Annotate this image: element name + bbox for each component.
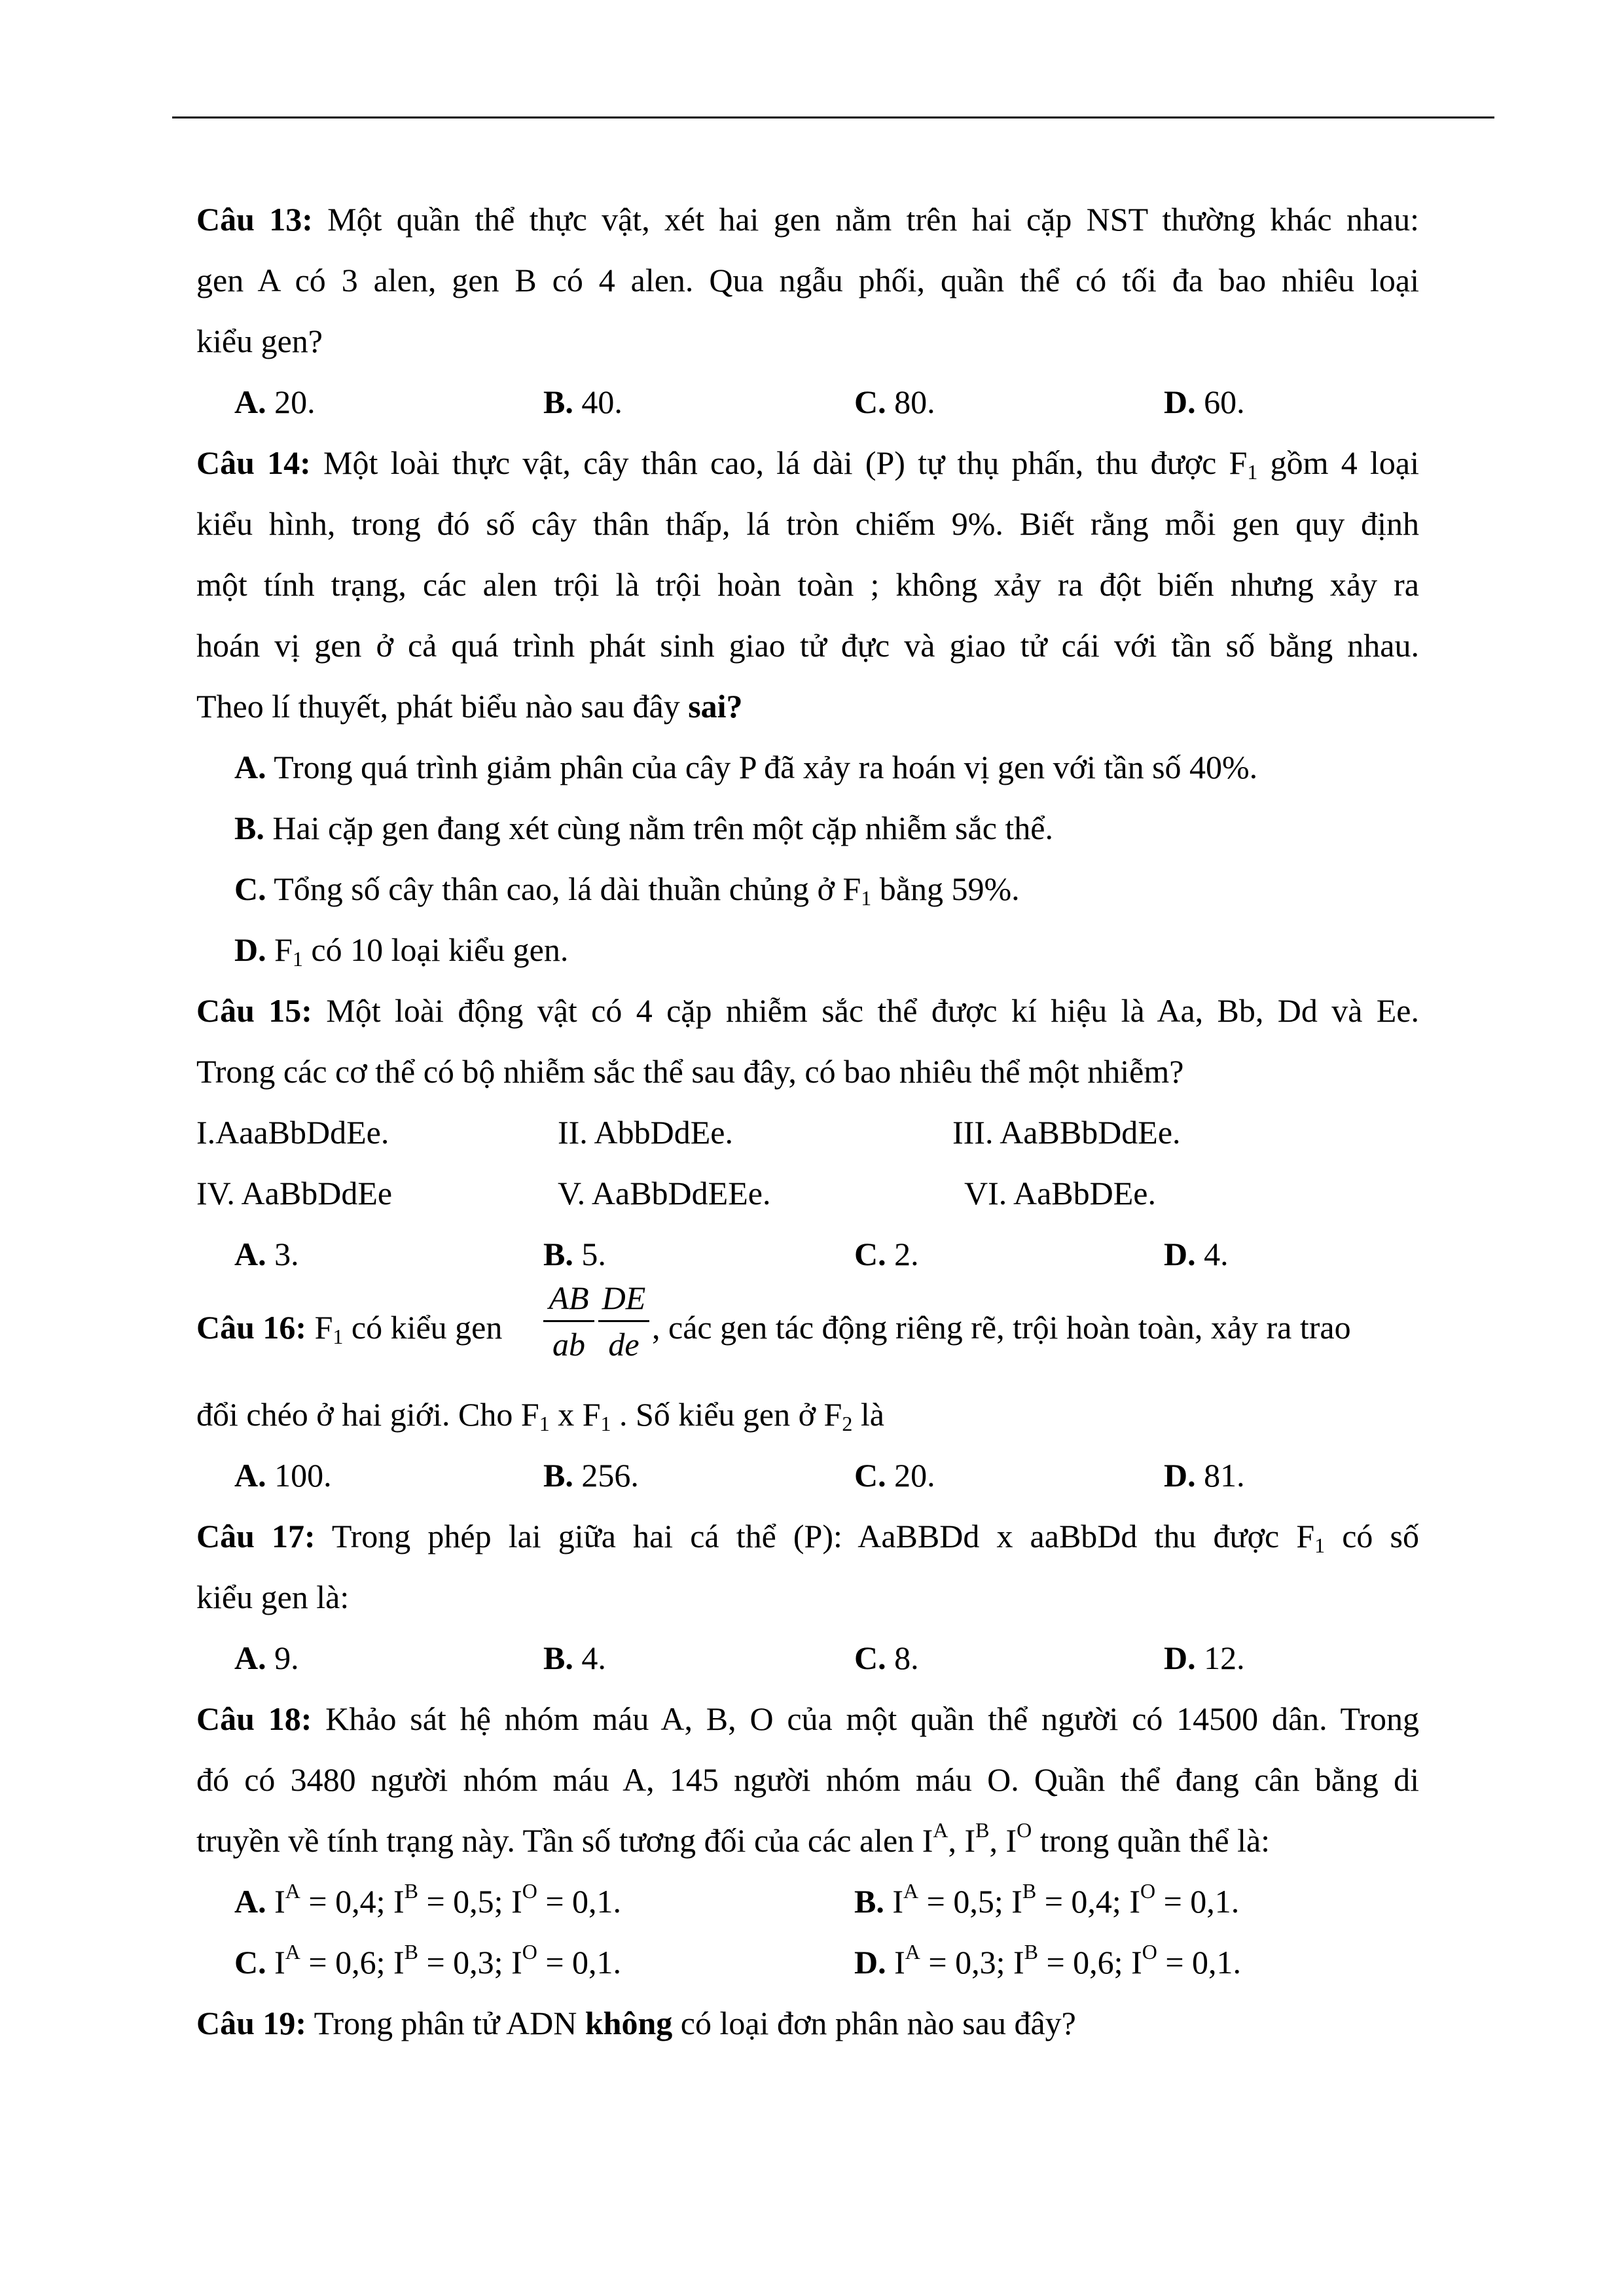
q13-option-b: B. 40. <box>543 384 623 420</box>
q15-item-1: I.AaaBbDdEe. <box>196 1114 389 1151</box>
q15-option-c: C. 2. <box>854 1236 919 1272</box>
genotype-fraction-ab <box>543 1278 594 1364</box>
q19-label: Câu 19: <box>196 2005 307 2041</box>
q18-line-3: truyền về tính trạng này. Tần số tương đối của các alen $I^A$, $I^B$, $I^O$ trong quần thể là: <box>196 1818 1271 1859</box>
q18-option-d: D. $I^A = 0,3$; $I^B = 0,6$; $I^O = 0,1$. <box>854 1940 1242 1981</box>
q17-option-d: D. 12. <box>1164 1640 1245 1676</box>
q18-label: Câu 18: <box>196 1700 312 1737</box>
fraction-denominator: ab <box>552 1326 585 1363</box>
q17-option-b: B. 4. <box>543 1640 606 1676</box>
q14-emphasis: sai? <box>688 688 743 725</box>
q15-option-a: A. 3. <box>234 1236 299 1272</box>
q14-line-1: Câu 14: Một loài thực vật, cây thân cao, lá dài (P) tự thụ phấn, thu được $F_1$ gồm 4 loại <box>196 444 1419 484</box>
q15-item-3: III. AaBBbDdEe. <box>952 1114 1181 1151</box>
q16-line-1-left: Câu 16: $F_1$ có kiểu gen <box>196 1309 503 1348</box>
q16-line-2: đổi chéo ở hai giới. Cho $F_1$ x $F_1$ . Số kiểu gen ở $F_2$ là <box>196 1396 884 1435</box>
q16-option-c: C. 20. <box>854 1457 935 1494</box>
q18-line-2: đó có 3480 người nhóm máu A, 145 người nhóm máu O. Quần thể đang cân bằng di <box>196 1761 1419 1798</box>
fraction-numerator: DE <box>602 1280 646 1316</box>
q13-option-c: C. 80. <box>854 384 935 420</box>
q16-option-d: D. 81. <box>1164 1457 1245 1494</box>
q17-line-1: Câu 17: Trong phép lai giữa hai cá thể (P): AaBBDd x aaBbDd thu được $F_1$ có số <box>196 1518 1419 1557</box>
q19-line-1: Câu 19: Trong phân tử ADN không có loại đơn phân nào sau đây? <box>196 2005 1076 2041</box>
q13-line-1: Câu 13: Một quần thể thực vật, xét hai gen nằm trên hai cặp NST thường khác nhau: <box>196 201 1419 238</box>
q17-line-2: kiểu gen là: <box>196 1579 350 1615</box>
q13-label: Câu 13: <box>196 201 313 238</box>
q13-option-d: D. 60. <box>1164 384 1245 420</box>
q16-option-b: B. 256. <box>543 1457 639 1494</box>
q17-option-a: A. 9. <box>234 1640 299 1676</box>
q19-emphasis: không <box>585 2005 673 2041</box>
q14-option-c: C. Tổng số cây thân cao, lá dài thuần chủng ở $F_1$ bằng 59%. <box>234 870 1020 910</box>
q15-item-4: IV. AaBbDdEe <box>196 1175 393 1211</box>
q15-item-5: V. AaBbDdEEe. <box>558 1175 771 1211</box>
q16-line-1-right: , các gen tác động riêng rẽ, trội hoàn toàn, xảy ra trao <box>652 1309 1351 1346</box>
q16-option-a: A. 100. <box>234 1457 332 1494</box>
q18-line-1: Câu 18: Khảo sát hệ nhóm máu A, B, O của một quần thể người có 14500 dân. Trong <box>196 1700 1419 1737</box>
q14-option-a: A. Trong quá trình giảm phân của cây P đã xảy ra hoán vị gen với tần số 40%. <box>234 749 1258 785</box>
fraction-denominator: de <box>608 1326 640 1363</box>
q15-option-b: B. 5. <box>543 1236 606 1272</box>
q13-line-2: gen A có 3 alen, gen B có 4 alen. Qua ngẫu phối, quần thể có tối đa bao nhiêu loại <box>196 262 1419 298</box>
q14-line-5: Theo lí thuyết, phát biểu nào sau đây sai? <box>196 688 743 725</box>
genotype-fraction-de <box>598 1278 649 1364</box>
q13-option-a: A. 20. <box>234 384 316 420</box>
q14-line-3: một tính trạng, các alen trội là trội hoàn toàn ; không xảy ra đột biến nhưng xảy ra <box>196 566 1419 603</box>
q15-item-2: II. AbbDdEe. <box>558 1114 733 1151</box>
q16-label: Câu 16: <box>196 1309 307 1346</box>
q14-label: Câu 14: <box>196 444 311 481</box>
q14-option-d: D. $F_1$ có 10 loại kiểu gen. <box>234 931 569 971</box>
q18-option-a: A. $I^A = 0,4$; $I^B = 0,5$; $I^O = 0,1$. <box>234 1879 622 1920</box>
fraction-bar <box>543 1320 594 1322</box>
q18-option-b: B. $I^A = 0,5$; $I^B = 0,4$; $I^O = 0,1$. <box>854 1879 1240 1920</box>
q14-option-b: B. Hai cặp gen đang xét cùng nằm trên một cặp nhiễm sắc thể. <box>234 810 1053 846</box>
q15-line-2: Trong các cơ thể có bộ nhiễm sắc thể sau đây, có bao nhiêu thể một nhiễm? <box>196 1053 1184 1090</box>
q15-item-6: VI. AaBbDEe. <box>964 1175 1156 1211</box>
q17-label: Câu 17: <box>196 1518 316 1554</box>
q15-line-1: Câu 15: Một loài động vật có 4 cặp nhiễm sắc thể được kí hiệu là Aa, Bb, Dd và Ee. <box>196 992 1419 1029</box>
q14-line-2: kiểu hình, trong đó số cây thân thấp, lá tròn chiếm 9%. Biết rằng mỗi gen quy định <box>196 505 1419 542</box>
q14-line-4: hoán vị gen ở cả quá trình phát sinh giao tử đực và giao tử cái với tần số bằng nhau. <box>196 627 1419 664</box>
fraction-bar <box>598 1320 649 1322</box>
q17-option-c: C. 8. <box>854 1640 919 1676</box>
header-rule <box>172 117 1494 118</box>
q18-option-c: C. $I^A = 0,6$; $I^B = 0,3$; $I^O = 0,1$. <box>234 1940 622 1981</box>
q15-label: Câu 15: <box>196 992 312 1029</box>
q13-line-3: kiểu gen? <box>196 323 323 359</box>
fraction-numerator: AB <box>549 1280 589 1316</box>
q15-option-d: D. 4. <box>1164 1236 1229 1272</box>
